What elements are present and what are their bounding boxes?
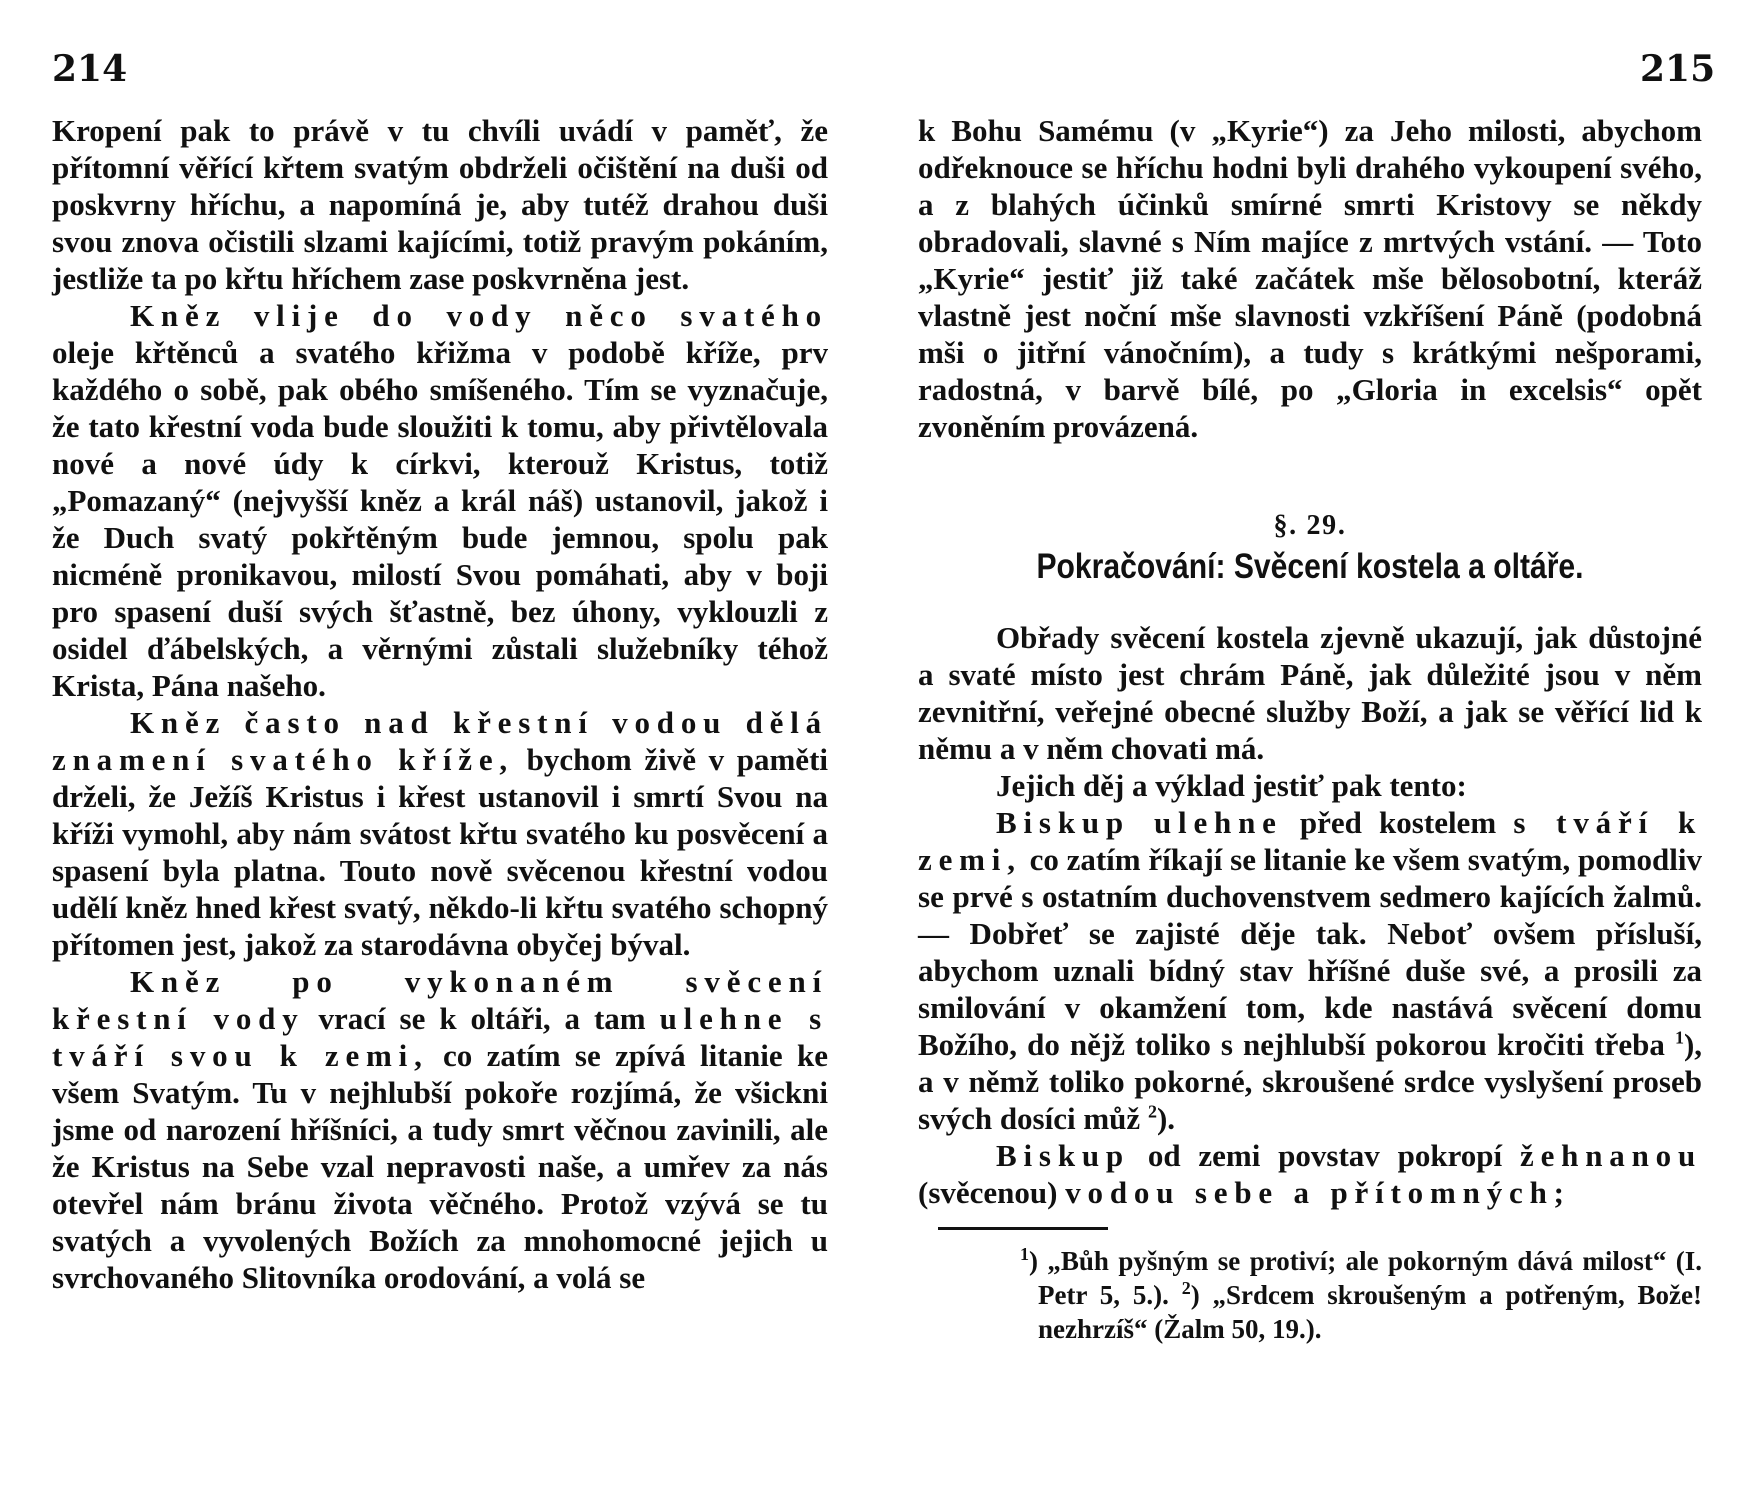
section-title: Pokračování: Svěcení kostela a oltáře. bbox=[1036, 547, 1584, 586]
spaced-phrase: žehnanou bbox=[1519, 1138, 1703, 1173]
footnotes: $^1$) „Bůh pyšným se protiví; ale pokorným dává milost“ (I. Petr 5, 5.). $^2$) „Srdcem skroušeným a potřeným, Bože! nezhrzíš“ (Žalm 50, 19.). bbox=[1020, 1244, 1702, 1344]
paragraph-text: , a v němž toliko pokorné, skroušené srdce vyslyšení proseb svých dosíci můž bbox=[918, 1027, 1703, 1136]
right-page-text bbox=[918, 112, 1702, 1346]
footnote-divider bbox=[938, 1227, 1108, 1230]
paragraph: Kropení pak to právě v tu chvíli uvádí v paměť, že přítomní věřící křtem svatým obdrželi očištění na duši od poskvrny hříchu, a napomíná je, aby tutéž drahou duši svou znova očistili slzami kajícími, totiž pravým pokáním, jestliže ta po křtu hříchem zase poskvrněna jest. bbox=[52, 113, 828, 296]
paragraph: k Bohu Samému (v „Kyrie“) za Jeho milosti, abychom odřeknouce se hříchu hodni byli drahého vykoupení svého, a z blahých účinků smírné smrti Kristovy se někdy obradovali, slavné s Ním majíce z mrtvých vstání. — Toto „Kyrie“ jestiť již také začátek mše bělosobotní, kteráž vlastně jest noční mše slavnosti vzkříšení Páně (podobná mši o jitřní vánočním), a tudy s krátkými nešporami, radostná, v barvě bílé, po „Gloria in excelsis“ opět zvoněním provázená. bbox=[918, 113, 1702, 444]
section-number: §. 29. bbox=[1273, 510, 1347, 541]
footnote-marker: 1 bbox=[1674, 1027, 1684, 1048]
spaced-phrase: s tváří k zemi, bbox=[918, 805, 1702, 877]
paragraph-text: ). bbox=[1156, 1101, 1176, 1136]
spaced-phrase: Kněz vlije do vody něco svatého bbox=[130, 298, 828, 333]
paragraph-text: vrací se k oltáři, a tam bbox=[318, 1001, 646, 1036]
paragraph-text: od zemi povstav pokropí bbox=[1147, 1138, 1503, 1173]
paragraph: Jejich děj a výklad jestiť pak tento: bbox=[996, 768, 1467, 803]
paragraph-text: co zatím říkají se litanie ke všem svatým, pomodliv se prvé s ostatním duchovenstvem sedmero kajících žalmů. — Dobřeť se zajisté děje tak. Neboť ovšem přísluší, abychom uznali bídný stav hříšné duše své, a prosili za smilování v okamžení tom, kde nastává svěcení domu Božího, do nějž toliko s nejhlubší pokorou kročiti třeba bbox=[918, 842, 1703, 1062]
footnote-marker: 2 bbox=[1181, 1278, 1191, 1298]
paragraph-text: co zatím se zpívá litanie ke všem Svatým. Tu v nejhlubší pokoře rozjímá, že všickni jsme od narození hříšníci, a tudy smrt věčnou zavinili, ale že Kristus na Sebe vzal nepravosti naše, a umřev za nás otevřel nám bránu života věčného. Protož vzývá se tu svatých a vyvolených Božích za mnohomocné jejich u svrchovaného Slitovníka orodování, a volá se bbox=[52, 1038, 828, 1295]
paragraph-text: před kostelem bbox=[1299, 805, 1497, 840]
paragraph: Obřady svěcení kostela zjevně ukazují, jak důstojné a svaté místo jest chrám Páně, jak důležité jsou v něm zevnitřní, veřejné obecné služby Boží, a jak se věřící lid k němu a v něm chovati má. bbox=[918, 620, 1702, 766]
paragraph: Biskup ulehne před kostelem s tváří k zemi, co zatím říkají se litanie ke všem svatým, pomodliv se prvé s ostatním duchovenstvem sedmero kajících žalmů. — Dobřeť se zajisté děje tak. Neboť ovšem přísluší, abychom uznali bídný stav hříšné duše své, a prosili za smilování v okamžení tom, kde nastává svěcení domu Božího, do nějž toliko s nejhlubší pokorou kročiti třeba $^1$), a v němž toliko pokorné, skroušené srdce vyslyšení proseb svých dosíci můž $^2$). bbox=[918, 805, 1703, 1136]
footnote-text: „Bůh pyšným se protiví; ale pokorným dává milost“ (I. Petr 5, 5.). bbox=[1038, 1246, 1702, 1310]
spaced-phrase: Biskup ulehne bbox=[996, 805, 1283, 840]
spaced-phrase: Biskup bbox=[996, 1138, 1130, 1173]
paragraph bbox=[918, 1137, 1702, 1211]
footnote-text: „Srdcem skroušeným a potřeným, Bože! nezhrzíš“ (Žalm 50, 19.). bbox=[1038, 1280, 1702, 1344]
spaced-phrase: Kněz často nad křestní vodou dělá znamení svatého kříže, bbox=[52, 705, 828, 777]
footnote-marker: 2 bbox=[1147, 1101, 1157, 1122]
paragraph-text: oleje křtěnců a svatého křižma v podobě kříže, prv každého o sobě, pak obého smíšeného. Tím se vyznačuje, že tato křestní voda bude sloužiti k tomu, aby přivtělovala nové a nové údy k církvi, kterouž Kristus, totiž „Pomazaný“ (nejvyšší kněz a král náš) ustanovil, jakož i že Duch svatý pokřtěným bude jemnou, spolu pak nicméně pronikavou, milostí Svou pomáhati, aby v boji pro spasení duší svých šťastně, bez úhony, vyklouzli z osidel ďábelských, a věrnými zůstali služebníky téhož Krista, Pána našeho. bbox=[52, 335, 828, 703]
page-number-left: 214 bbox=[52, 48, 128, 90]
paragraph bbox=[52, 963, 828, 1296]
footnote-marker: 1 bbox=[1020, 1244, 1029, 1264]
spaced-phrase: vodou sebe a přítomných; bbox=[1065, 1175, 1571, 1210]
paragraph-text: bychom živě v paměti drželi, že Ježíš Kristus i křest ustanovil i smrtí Svou na kříži vymohl, aby nám svátost křtu svatého ku posvěcení a spasení byla platna. Touto nově svěcenou křestní vodou udělí kněz hned křest svatý, někdo-li křtu svatého schopný přítomen jest, jakož za starodávna obyčej býval. bbox=[52, 742, 829, 962]
page-number-right: 215 bbox=[1640, 48, 1716, 90]
paragraph bbox=[52, 297, 828, 704]
left-page-text bbox=[52, 112, 828, 1296]
spaced-phrase: Kněz po vykonaném svěcení křestní vody bbox=[52, 964, 828, 1036]
paragraph-text: (svěcenou) bbox=[918, 1175, 1058, 1210]
spaced-phrase: ulehne s tváří svou k zemi, bbox=[52, 1001, 829, 1073]
paragraph bbox=[52, 704, 828, 963]
